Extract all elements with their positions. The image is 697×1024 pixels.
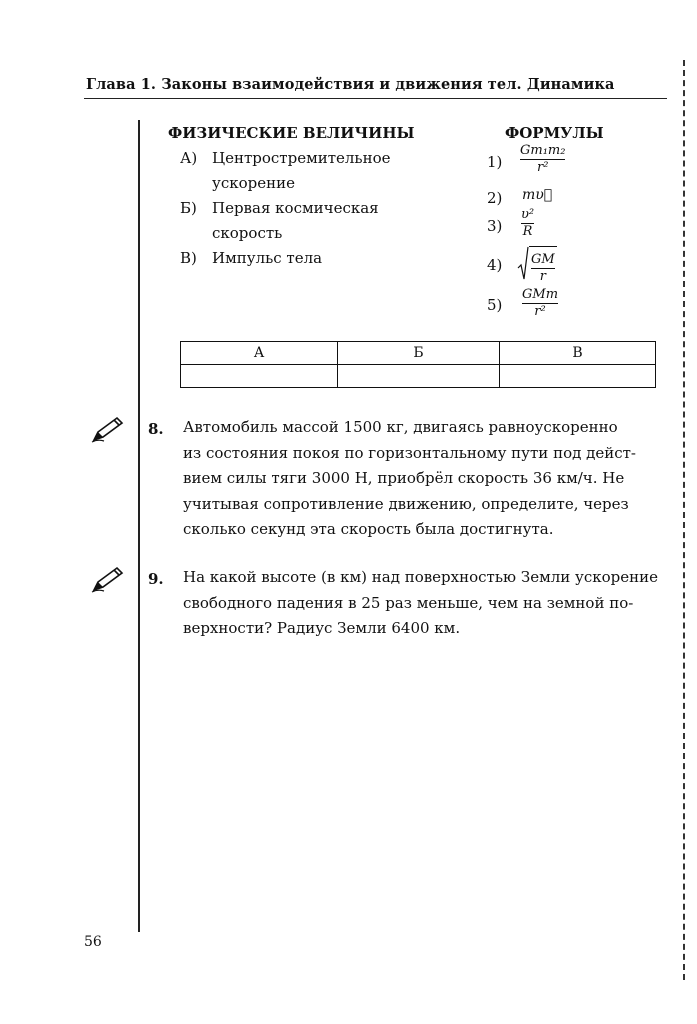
page-number: 56 [84,934,102,950]
formula-4-numerator: GM [531,252,555,267]
formula-5-numerator: GMm [522,287,559,302]
formula-1-denominator: r² [537,160,549,175]
quantities-list [180,146,391,271]
formula-number-2: 2) [487,189,503,207]
formula-number-3: 3) [487,217,503,235]
answer-table [180,341,656,388]
formulas-title: ФОРМУЛЫ [505,124,604,142]
pencil-icon [90,565,126,593]
formula-5 [522,288,558,319]
answer-header-c: В [500,342,656,365]
answer-cell-c[interactable] [500,365,656,388]
answer-cell-a[interactable] [181,365,338,388]
quantity-b-cont: скорость [212,224,283,242]
quantity-label: А) [180,149,198,167]
formula-number-1: 1) [487,153,503,171]
answer-cell-b[interactable] [338,365,500,388]
quantity-label: В) [180,249,197,267]
formula-number-5: 5) [487,296,503,314]
formula-2: mυ⃗ [522,187,553,203]
task-line: вием силы тяги 3000 Н, приобрёл скорость 36 км/ч. Не [183,469,625,487]
formula-4 [517,246,557,284]
formula-1-numerator: Gm₁m₂ [520,143,566,158]
sqrt-sign-icon [517,246,529,280]
formula-number-4: 4) [487,256,503,274]
quantity-b [180,196,391,221]
pencil-icon [90,415,126,443]
task-8-text [183,415,658,543]
quantity-text: Центростремительное [212,149,391,167]
task-line: сколько секунд эта скорость была достигнута. [183,520,554,538]
task-8-number: 8. [148,420,164,438]
quantity-text: Первая космическая [212,199,379,217]
answer-header-a: А [181,342,338,365]
formula-3-numerator: υ² [521,207,535,222]
sqrt-radicand [529,246,557,284]
answer-table-input-row [181,365,656,388]
task-line: Автомобиль массой 1500 кг, двигаясь равноускоренно [183,418,618,436]
chapter-header: Глава 1. Законы взаимодействия и движения тел. Динамика [86,76,615,93]
quantities-title: ФИЗИЧЕСКИЕ ВЕЛИЧИНЫ [168,124,415,142]
task-line: из состояния покоя по горизонтальному пути под дейст- [183,443,636,462]
answer-table-header-row [181,342,656,365]
task-9-text [183,565,658,642]
task-line: верхности? Радиус Земли 6400 км. [183,619,461,637]
task-line: На какой высоте (в км) над поверхностью Земли ускорение [183,568,659,586]
quantity-label: Б) [180,199,197,217]
formula-5-denominator: r² [534,304,546,319]
task-line: учитывая сопротивление движению, определите, через [183,494,629,513]
quantity-c [180,246,391,271]
header-rule [84,98,667,99]
margin-line [138,120,140,932]
answer-header-b: Б [338,342,500,365]
formula-4-fraction [531,253,555,284]
task-9-number: 9. [148,570,164,588]
formula-3 [521,208,534,239]
formula-4-denominator: r [539,269,546,284]
page-edge-dashed-line [683,60,685,980]
quantity-text: Импульс тела [212,249,323,267]
quantity-a-cont: ускорение [212,174,295,192]
formula-1 [520,144,565,175]
formula-3-denominator: R [522,224,533,239]
quantity-a [180,146,391,171]
task-line: свободного падения в 25 раз меньше, чем на земной по- [183,593,634,612]
